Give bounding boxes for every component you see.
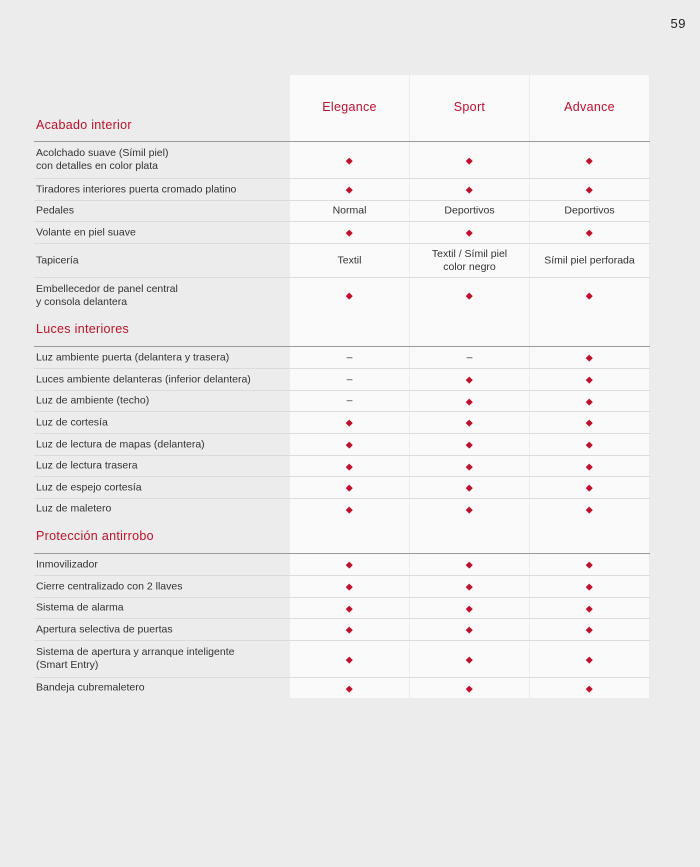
table-row <box>34 434 650 456</box>
diamond-bullet-icon <box>346 506 352 512</box>
not-available-dash: – <box>466 351 473 363</box>
diamond-bullet-icon <box>586 355 592 361</box>
diamond-bullet-icon <box>466 627 472 633</box>
row-label: Pedales <box>36 204 74 217</box>
included-bullet-icon <box>530 481 649 494</box>
table-row <box>34 499 650 519</box>
included-bullet-icon <box>530 183 649 196</box>
diamond-bullet-icon <box>586 230 592 236</box>
table-row <box>34 619 650 641</box>
included-bullet-icon <box>410 416 529 429</box>
cell-value: Símil piel perforada <box>544 254 635 266</box>
included-bullet-icon <box>530 460 649 473</box>
included-bullet-icon <box>290 289 409 302</box>
row-label: Luz de lectura de mapas (delantera) <box>36 438 205 450</box>
included-bullet-icon <box>290 503 409 516</box>
table-row <box>34 456 650 477</box>
row-label: Apertura selectiva de puertas <box>36 623 173 635</box>
diamond-bullet-icon <box>586 377 592 383</box>
included-bullet-icon <box>290 481 409 494</box>
table-row <box>34 678 650 698</box>
cell-value: Textil / Símil piel color negro <box>431 247 508 273</box>
included-bullet-icon <box>290 416 409 429</box>
included-bullet-icon <box>290 438 409 451</box>
section-title-luces-interiores: Luces interiores <box>36 322 130 336</box>
diamond-bullet-icon <box>346 605 352 611</box>
table-row <box>34 179 650 201</box>
diamond-bullet-icon <box>586 293 592 299</box>
row-label: Luz de cortesía <box>36 416 108 428</box>
diamond-bullet-icon <box>586 398 592 404</box>
diamond-bullet-icon <box>346 656 352 662</box>
diamond-bullet-icon <box>466 398 472 404</box>
included-bullet-icon <box>290 682 409 695</box>
diamond-bullet-icon <box>346 157 352 163</box>
table-row <box>34 477 650 499</box>
included-bullet-icon <box>410 438 529 451</box>
included-bullet-icon <box>410 558 529 571</box>
diamond-bullet-icon <box>346 685 352 691</box>
diamond-bullet-icon <box>466 605 472 611</box>
diamond-bullet-icon <box>346 293 352 299</box>
not-available-dash: – <box>346 394 353 407</box>
included-bullet-icon <box>530 623 649 636</box>
cell-value: Deportivos <box>564 204 615 217</box>
diamond-bullet-icon <box>586 562 592 568</box>
table-row <box>34 278 650 313</box>
diamond-bullet-icon <box>466 506 472 512</box>
included-bullet-icon <box>410 395 529 408</box>
included-bullet-icon <box>530 416 649 429</box>
not-available-dash: – <box>346 351 353 363</box>
row-label: Luz ambiente puerta (delantera y trasera) <box>36 351 230 363</box>
diamond-bullet-icon <box>346 584 352 590</box>
page-number: 59 <box>670 16 686 31</box>
table-row <box>34 576 650 598</box>
diamond-bullet-icon <box>586 157 592 163</box>
diamond-bullet-icon <box>586 656 592 662</box>
included-bullet-icon <box>410 460 529 473</box>
included-bullet-icon <box>410 602 529 615</box>
included-bullet-icon <box>290 460 409 473</box>
diamond-bullet-icon <box>586 420 592 426</box>
included-bullet-icon <box>530 503 649 516</box>
included-bullet-icon <box>290 154 409 167</box>
table-row <box>34 598 650 619</box>
diamond-bullet-icon <box>466 230 472 236</box>
row-label: Luz de espejo cortesía <box>36 481 142 493</box>
column-header-elegance: Elegance <box>322 100 377 114</box>
row-label: Sistema de alarma <box>36 601 124 614</box>
included-bullet-icon <box>290 580 409 593</box>
table-row <box>34 641 650 678</box>
row-label: Sistema de apertura y arranque inteligente (Smart Entry) <box>36 646 235 671</box>
table-row <box>34 347 650 369</box>
included-bullet-icon <box>410 373 529 386</box>
diamond-bullet-icon <box>586 485 592 491</box>
diamond-bullet-icon <box>346 463 352 469</box>
row-label: Acolchado suave (Símil piel) con detalles en color plata <box>36 147 169 172</box>
included-bullet-icon <box>410 183 529 196</box>
column-header-sport: Sport <box>453 100 486 114</box>
included-bullet-icon <box>410 226 529 239</box>
table-row <box>34 412 650 434</box>
included-bullet-icon <box>530 682 649 695</box>
diamond-bullet-icon <box>466 463 472 469</box>
diamond-bullet-icon <box>466 187 472 193</box>
row-label: Luces ambiente delanteras (inferior delantera) <box>36 373 251 385</box>
diamond-bullet-icon <box>466 157 472 163</box>
section-title-proteccion-antirrobo: Protección antirrobo <box>36 529 154 543</box>
included-bullet-icon <box>530 289 649 302</box>
diamond-bullet-icon <box>586 584 592 590</box>
table-row <box>34 369 650 391</box>
row-label: Embellecedor de panel central y consola delantera <box>36 282 178 308</box>
diamond-bullet-icon <box>346 562 352 568</box>
included-bullet-icon <box>410 682 529 695</box>
diamond-bullet-icon <box>586 187 592 193</box>
diamond-bullet-icon <box>586 685 592 691</box>
included-bullet-icon <box>290 602 409 615</box>
section-title-acabado-interior: Acabado interior <box>36 118 132 132</box>
included-bullet-icon <box>530 395 649 408</box>
diamond-bullet-icon <box>466 420 472 426</box>
included-bullet-icon <box>530 373 649 386</box>
cell-value: Normal <box>332 204 367 217</box>
table-row <box>34 391 650 412</box>
included-bullet-icon <box>410 503 529 516</box>
row-label: Luz de maletero <box>36 502 112 515</box>
cell-value: Textil <box>337 254 362 266</box>
diamond-bullet-icon <box>466 562 472 568</box>
included-bullet-icon <box>410 623 529 636</box>
included-bullet-icon <box>530 351 649 364</box>
diamond-bullet-icon <box>586 442 592 448</box>
row-label: Luz de lectura trasera <box>36 459 138 472</box>
diamond-bullet-icon <box>346 442 352 448</box>
included-bullet-icon <box>290 226 409 239</box>
included-bullet-icon <box>410 289 529 302</box>
diamond-bullet-icon <box>466 442 472 448</box>
cell-value: Deportivos <box>444 204 495 217</box>
included-bullet-icon <box>410 154 529 167</box>
diamond-bullet-icon <box>346 230 352 236</box>
table-row <box>34 201 650 222</box>
row-label: Tapicería <box>36 254 79 266</box>
included-bullet-icon <box>290 623 409 636</box>
included-bullet-icon <box>290 653 409 666</box>
diamond-bullet-icon <box>466 485 472 491</box>
diamond-bullet-icon <box>466 584 472 590</box>
diamond-bullet-icon <box>346 420 352 426</box>
table-row <box>34 222 650 244</box>
row-label: Bandeja cubremaletero <box>36 681 145 694</box>
diamond-bullet-icon <box>466 377 472 383</box>
included-bullet-icon <box>530 558 649 571</box>
diamond-bullet-icon <box>586 463 592 469</box>
included-bullet-icon <box>410 580 529 593</box>
diamond-bullet-icon <box>466 656 472 662</box>
table-row <box>34 244 650 278</box>
diamond-bullet-icon <box>586 627 592 633</box>
diamond-bullet-icon <box>586 605 592 611</box>
diamond-bullet-icon <box>346 187 352 193</box>
row-label: Luz de ambiente (techo) <box>36 394 150 407</box>
column-header-advance: Advance <box>564 100 615 114</box>
diamond-bullet-icon <box>346 627 352 633</box>
included-bullet-icon <box>290 183 409 196</box>
diamond-bullet-icon <box>466 685 472 691</box>
included-bullet-icon <box>530 438 649 451</box>
included-bullet-icon <box>290 558 409 571</box>
diamond-bullet-icon <box>466 293 472 299</box>
diamond-bullet-icon <box>586 506 592 512</box>
included-bullet-icon <box>530 602 649 615</box>
included-bullet-icon <box>530 226 649 239</box>
included-bullet-icon <box>530 154 649 167</box>
table-row <box>34 554 650 576</box>
row-label: Volante en piel suave <box>36 226 136 238</box>
row-label: Cierre centralizado con 2 llaves <box>36 580 183 592</box>
row-label: Tiradores interiores puerta cromado platino <box>36 183 237 195</box>
included-bullet-icon <box>530 580 649 593</box>
table-row <box>34 142 650 179</box>
not-available-dash: – <box>346 373 353 385</box>
row-label: Inmovilizador <box>36 558 98 570</box>
included-bullet-icon <box>410 481 529 494</box>
included-bullet-icon <box>410 653 529 666</box>
diamond-bullet-icon <box>346 485 352 491</box>
included-bullet-icon <box>530 653 649 666</box>
